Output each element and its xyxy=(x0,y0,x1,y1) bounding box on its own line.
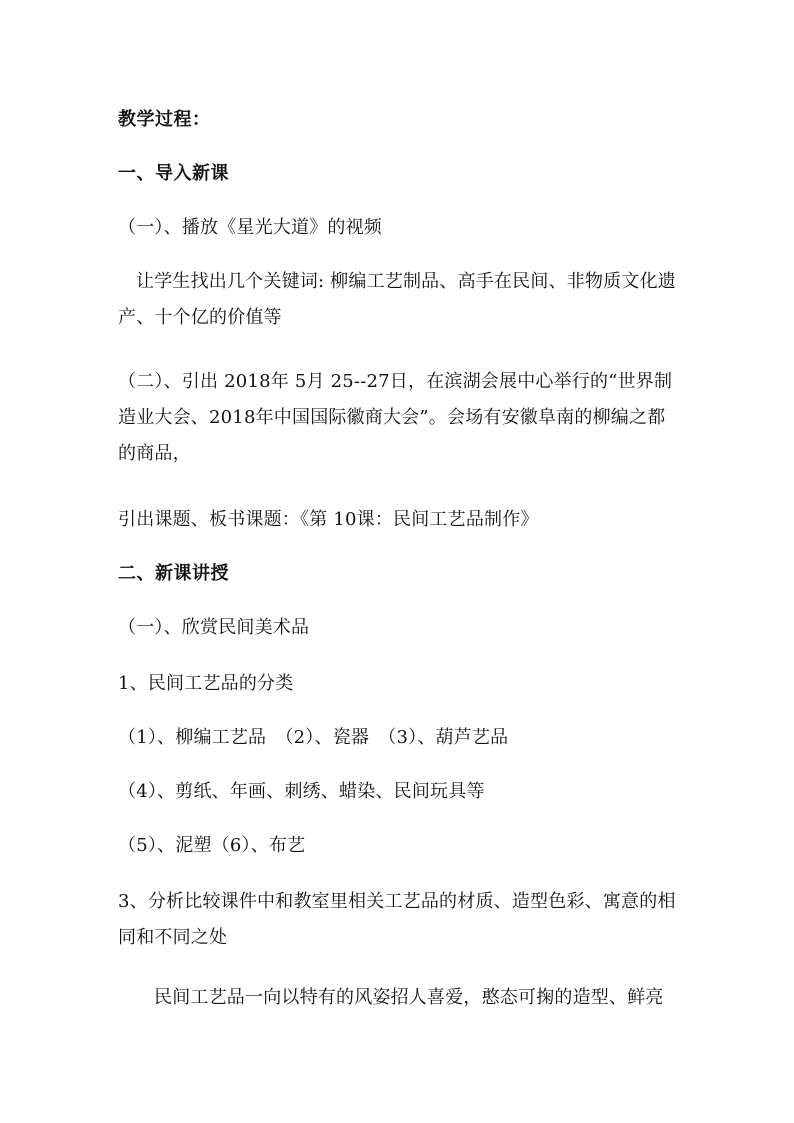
category-list-line-3: （5）、泥塑（6）、布艺 xyxy=(118,835,306,856)
intro-lesson-title: 引出课题、板书课题：《第 10课：民间工艺品制作》 xyxy=(118,509,539,530)
lesson-paragraph-folk-crafts: 民间工艺品一向以特有的风姿招人喜爱，憨态可掬的造型、鲜亮 xyxy=(154,987,664,1008)
lesson-subheading-compare: 3、分析比较课件中和教室里相关工艺品的材质、造型色彩、寓意的相同和不同之处 xyxy=(118,891,676,948)
category-list-line-2: （4）、剪纸、年画、刺绣、蜡染、民间玩具等 xyxy=(118,781,485,802)
section-title-intro: 一、导入新课 xyxy=(118,163,229,184)
category-list-line-1: （1）、柳编工艺品 （2）、瓷器 （3）、葫芦艺品 xyxy=(118,727,509,748)
intro-item-video: （一）、播放《星光大道》的视频 xyxy=(118,217,382,238)
lesson-subheading-categories: 1、民间工艺品的分类 xyxy=(118,673,294,694)
intro-paragraph-keywords: 让学生找出几个关键词: 柳编工艺制品、高手在民间、非物质文化遗产、十个亿的价值等 xyxy=(118,271,676,328)
heading-teaching-process: 教学过程： xyxy=(118,109,211,130)
intro-item-expo: （二）、引出 2018年 5月 25--27日，在滨湖会展中心举行的“世界制造业大会、2018年中国国际徽商大会”。会场有安徽阜南的柳编之都的商品， xyxy=(118,371,673,464)
section-title-new-lesson: 二、新课讲授 xyxy=(118,563,229,584)
lesson-item-appreciate: （一）、欣赏民间美术品 xyxy=(118,617,310,638)
